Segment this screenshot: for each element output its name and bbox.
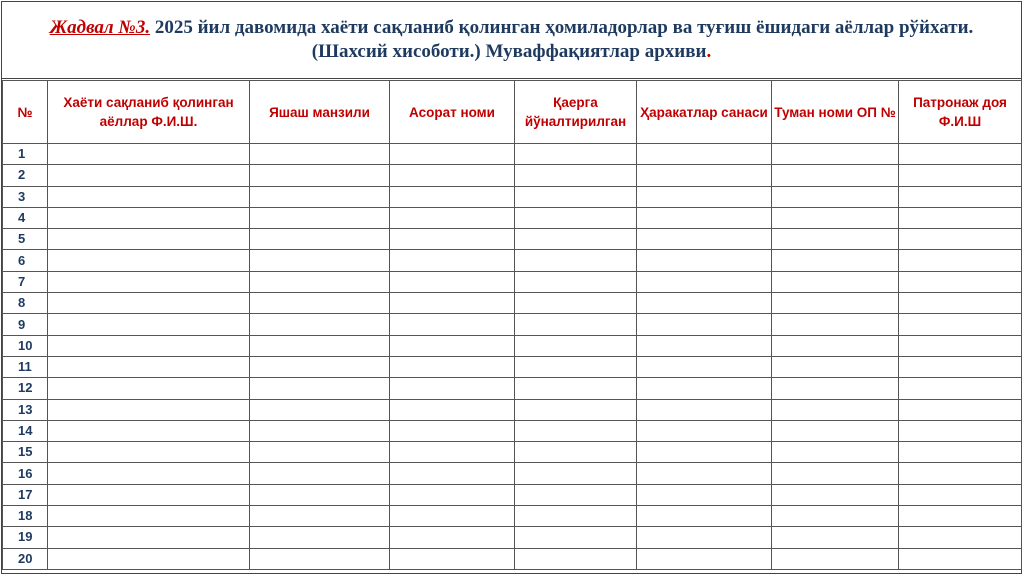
row-number: 8	[3, 293, 48, 314]
cell-complication[interactable]	[390, 250, 515, 271]
row-number: 15	[3, 442, 48, 463]
table-row	[3, 527, 1022, 548]
cell-district[interactable]	[772, 463, 899, 484]
table-row	[3, 335, 1022, 356]
cell-midwife[interactable]	[899, 527, 1022, 548]
table-row	[3, 207, 1022, 228]
cell-referred-to[interactable]	[515, 314, 637, 335]
cell-address[interactable]	[250, 442, 390, 463]
cell-full-name[interactable]	[48, 165, 250, 186]
cell-district[interactable]	[772, 335, 899, 356]
cell-referred-to[interactable]	[515, 356, 637, 377]
table-row	[3, 378, 1022, 399]
cell-complication[interactable]	[390, 165, 515, 186]
cell-action-date[interactable]	[637, 271, 772, 292]
col-header-referred-to: Қаерга йўналтирилган	[515, 81, 637, 144]
cell-full-name[interactable]	[48, 229, 250, 250]
cell-address[interactable]	[250, 399, 390, 420]
table-row	[3, 420, 1022, 441]
cell-district[interactable]	[772, 250, 899, 271]
cell-address[interactable]	[250, 165, 390, 186]
row-number: 20	[3, 548, 48, 569]
cell-referred-to[interactable]	[515, 506, 637, 527]
table-row	[3, 399, 1022, 420]
cell-midwife[interactable]	[899, 356, 1022, 377]
cell-action-date[interactable]	[637, 463, 772, 484]
cell-complication[interactable]	[390, 420, 515, 441]
table-row	[3, 271, 1022, 292]
cell-complication[interactable]	[390, 399, 515, 420]
cell-complication[interactable]	[390, 207, 515, 228]
cell-action-date[interactable]	[637, 335, 772, 356]
cell-action-date[interactable]	[637, 314, 772, 335]
cell-address[interactable]	[250, 527, 390, 548]
cell-action-date[interactable]	[637, 250, 772, 271]
cell-action-date[interactable]	[637, 442, 772, 463]
cell-action-date[interactable]	[637, 506, 772, 527]
cell-referred-to[interactable]	[515, 463, 637, 484]
cell-district[interactable]	[772, 527, 899, 548]
cell-referred-to[interactable]	[515, 207, 637, 228]
cell-midwife[interactable]	[899, 271, 1022, 292]
cell-address[interactable]	[250, 229, 390, 250]
table-row	[3, 314, 1022, 335]
table-header-row	[3, 81, 1022, 144]
row-number: 10	[3, 335, 48, 356]
cell-full-name[interactable]	[48, 356, 250, 377]
cell-full-name[interactable]	[48, 506, 250, 527]
cell-complication[interactable]	[390, 527, 515, 548]
cell-action-date[interactable]	[637, 186, 772, 207]
cell-complication[interactable]	[390, 442, 515, 463]
col-header-number: №	[3, 81, 48, 144]
col-header-action-date: Ҳаракатлар санаси	[637, 81, 772, 144]
cell-district[interactable]	[772, 548, 899, 569]
cell-district[interactable]	[772, 314, 899, 335]
cell-referred-to[interactable]	[515, 165, 637, 186]
cell-full-name[interactable]	[48, 144, 250, 165]
cell-address[interactable]	[250, 463, 390, 484]
cell-complication[interactable]	[390, 144, 515, 165]
cell-midwife[interactable]	[899, 484, 1022, 505]
cell-district[interactable]	[772, 186, 899, 207]
row-number: 19	[3, 527, 48, 548]
cell-referred-to[interactable]	[515, 186, 637, 207]
row-number: 7	[3, 271, 48, 292]
row-number: 9	[3, 314, 48, 335]
row-number: 18	[3, 506, 48, 527]
cell-address[interactable]	[250, 506, 390, 527]
cell-address[interactable]	[250, 144, 390, 165]
cell-midwife[interactable]	[899, 420, 1022, 441]
cell-action-date[interactable]	[637, 207, 772, 228]
cell-address[interactable]	[250, 548, 390, 569]
cell-midwife[interactable]	[899, 506, 1022, 527]
cell-address[interactable]	[250, 356, 390, 377]
row-number: 12	[3, 378, 48, 399]
cell-complication[interactable]	[390, 463, 515, 484]
table-title	[2, 2, 1021, 79]
row-number: 11	[3, 356, 48, 377]
cell-complication[interactable]	[390, 356, 515, 377]
row-number: 17	[3, 484, 48, 505]
cell-referred-to[interactable]	[515, 250, 637, 271]
cell-action-date[interactable]	[637, 293, 772, 314]
cell-full-name[interactable]	[48, 548, 250, 569]
cell-full-name[interactable]	[48, 463, 250, 484]
cell-full-name[interactable]	[48, 527, 250, 548]
row-number: 13	[3, 399, 48, 420]
cell-complication[interactable]	[390, 548, 515, 569]
cell-district[interactable]	[772, 207, 899, 228]
table-row	[3, 165, 1022, 186]
row-number: 1	[3, 144, 48, 165]
cell-full-name[interactable]	[48, 186, 250, 207]
cell-full-name[interactable]	[48, 207, 250, 228]
cell-complication[interactable]	[390, 186, 515, 207]
table-body	[3, 144, 1022, 570]
cell-full-name[interactable]	[48, 420, 250, 441]
cell-address[interactable]	[250, 378, 390, 399]
cell-full-name[interactable]	[48, 335, 250, 356]
row-number: 2	[3, 165, 48, 186]
cell-referred-to[interactable]	[515, 335, 637, 356]
table-row	[3, 548, 1022, 569]
cell-midwife[interactable]	[899, 463, 1022, 484]
cell-action-date[interactable]	[637, 484, 772, 505]
cell-full-name[interactable]	[48, 271, 250, 292]
cell-address[interactable]	[250, 271, 390, 292]
cell-address[interactable]	[250, 420, 390, 441]
table-row	[3, 144, 1022, 165]
cell-address[interactable]	[250, 250, 390, 271]
cell-action-date[interactable]	[637, 420, 772, 441]
table-row	[3, 250, 1022, 271]
cell-district[interactable]	[772, 356, 899, 377]
cell-district[interactable]	[772, 144, 899, 165]
cell-address[interactable]	[250, 484, 390, 505]
table-row	[3, 186, 1022, 207]
row-number: 6	[3, 250, 48, 271]
cell-referred-to[interactable]	[515, 271, 637, 292]
cell-midwife[interactable]	[899, 207, 1022, 228]
cell-complication[interactable]	[390, 271, 515, 292]
cell-midwife[interactable]	[899, 144, 1022, 165]
cell-full-name[interactable]	[48, 442, 250, 463]
cell-action-date[interactable]	[637, 229, 772, 250]
table-title-text: 2025 йил давомида хаёти сақланиб қолинган ҳомиладорлар ва туғиш ёшидаги аёллар рўйхати. (Шахсий хисоботи.) Муваффақиятлар архиви	[150, 17, 974, 62]
row-number: 5	[3, 229, 48, 250]
cell-complication[interactable]	[390, 335, 515, 356]
cell-complication[interactable]	[390, 229, 515, 250]
cell-action-date[interactable]	[637, 144, 772, 165]
table-row	[3, 442, 1022, 463]
table-row	[3, 356, 1022, 377]
cell-full-name[interactable]	[48, 378, 250, 399]
cell-district[interactable]	[772, 484, 899, 505]
cell-address[interactable]	[250, 314, 390, 335]
cell-full-name[interactable]	[48, 484, 250, 505]
table-title-prefix: Жадвал №3.	[49, 17, 151, 38]
cell-action-date[interactable]	[637, 378, 772, 399]
cell-midwife[interactable]	[899, 314, 1022, 335]
cell-address[interactable]	[250, 186, 390, 207]
cell-referred-to[interactable]	[515, 442, 637, 463]
cell-district[interactable]	[772, 378, 899, 399]
table-row	[3, 229, 1022, 250]
col-header-midwife: Патронаж доя Ф.И.Ш	[899, 81, 1022, 144]
cell-referred-to[interactable]	[515, 378, 637, 399]
cell-referred-to[interactable]	[515, 420, 637, 441]
row-number: 16	[3, 463, 48, 484]
cell-district[interactable]	[772, 165, 899, 186]
cell-action-date[interactable]	[637, 399, 772, 420]
cell-district[interactable]	[772, 442, 899, 463]
cell-referred-to[interactable]	[515, 548, 637, 569]
cell-district[interactable]	[772, 293, 899, 314]
cell-midwife[interactable]	[899, 186, 1022, 207]
col-header-district: Туман номи ОП №	[772, 81, 899, 144]
cell-full-name[interactable]	[48, 293, 250, 314]
table-row	[3, 463, 1022, 484]
col-header-complication: Асорат номи	[390, 81, 515, 144]
cell-address[interactable]	[250, 207, 390, 228]
cell-midwife[interactable]	[899, 399, 1022, 420]
table-row	[3, 484, 1022, 505]
cell-midwife[interactable]	[899, 548, 1022, 569]
cell-action-date[interactable]	[637, 165, 772, 186]
cell-address[interactable]	[250, 293, 390, 314]
cell-referred-to[interactable]	[515, 144, 637, 165]
cell-district[interactable]	[772, 506, 899, 527]
cell-full-name[interactable]	[48, 250, 250, 271]
row-number: 3	[3, 186, 48, 207]
table-row	[3, 293, 1022, 314]
cell-district[interactable]	[772, 271, 899, 292]
cell-full-name[interactable]	[48, 399, 250, 420]
cell-action-date[interactable]	[637, 548, 772, 569]
cell-action-date[interactable]	[637, 356, 772, 377]
cell-district[interactable]	[772, 399, 899, 420]
table-row	[3, 506, 1022, 527]
cell-midwife[interactable]	[899, 378, 1022, 399]
cell-complication[interactable]	[390, 378, 515, 399]
row-number: 4	[3, 207, 48, 228]
cell-referred-to[interactable]	[515, 527, 637, 548]
col-header-address: Яшаш манзили	[250, 81, 390, 144]
cell-district[interactable]	[772, 420, 899, 441]
cell-complication[interactable]	[390, 314, 515, 335]
cell-referred-to[interactable]	[515, 229, 637, 250]
cell-referred-to[interactable]	[515, 399, 637, 420]
cell-midwife[interactable]	[899, 442, 1022, 463]
cell-midwife[interactable]	[899, 293, 1022, 314]
cell-district[interactable]	[772, 229, 899, 250]
cell-complication[interactable]	[390, 293, 515, 314]
cell-address[interactable]	[250, 335, 390, 356]
cell-midwife[interactable]	[899, 250, 1022, 271]
cell-midwife[interactable]	[899, 165, 1022, 186]
cell-midwife[interactable]	[899, 229, 1022, 250]
cell-referred-to[interactable]	[515, 293, 637, 314]
table-title-suffix: .	[706, 41, 712, 62]
row-number: 14	[3, 420, 48, 441]
cell-full-name[interactable]	[48, 314, 250, 335]
cell-complication[interactable]	[390, 506, 515, 527]
cell-referred-to[interactable]	[515, 484, 637, 505]
cell-action-date[interactable]	[637, 527, 772, 548]
col-header-full-name: Хаёти сақланиб қолинган аёллар Ф.И.Ш.	[48, 81, 250, 144]
cell-complication[interactable]	[390, 484, 515, 505]
women-list-table	[2, 80, 1022, 570]
cell-midwife[interactable]	[899, 335, 1022, 356]
